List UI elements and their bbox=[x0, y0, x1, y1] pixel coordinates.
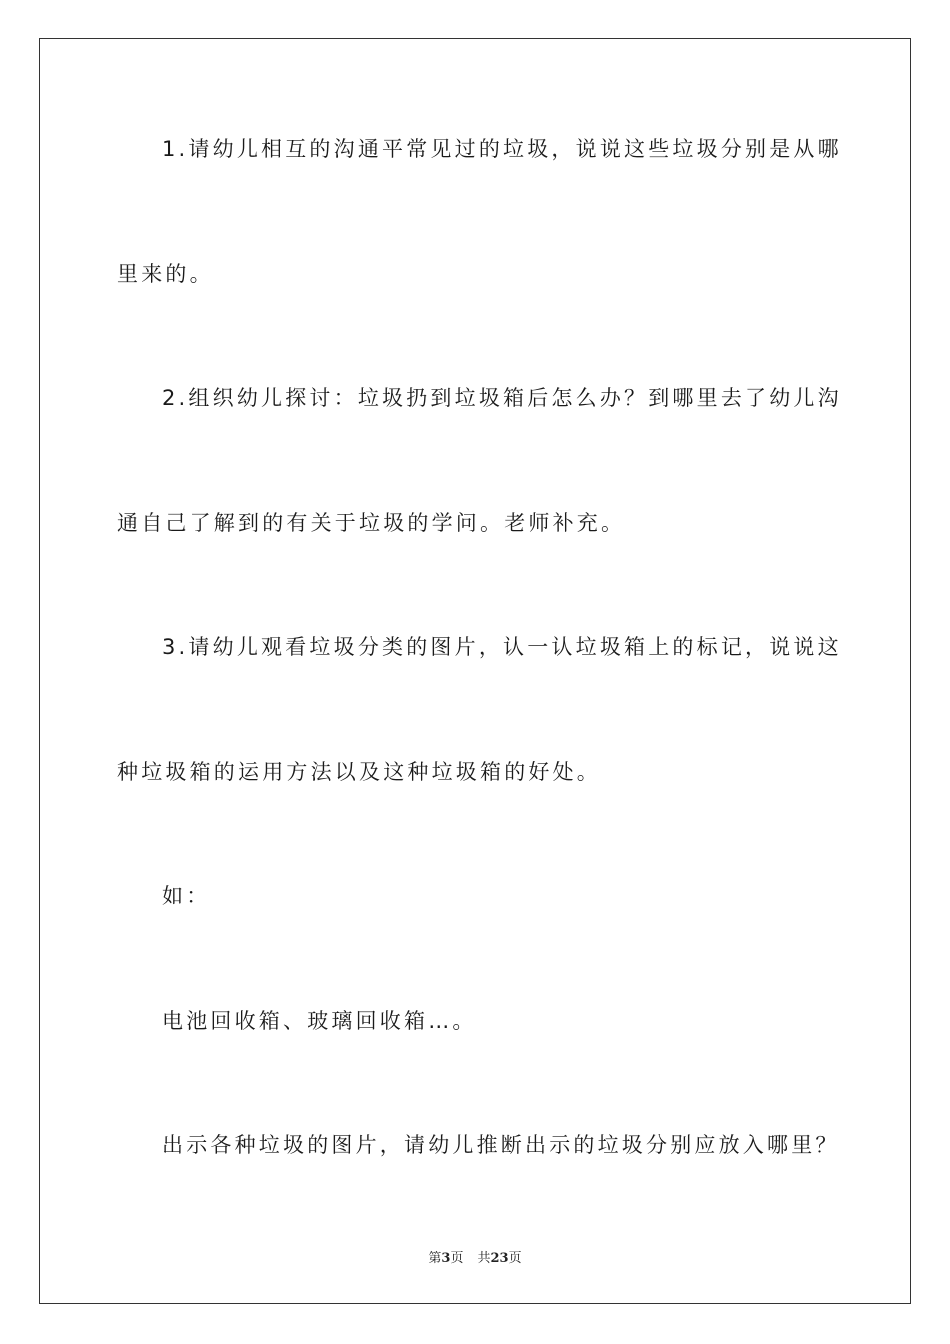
page-border bbox=[39, 38, 911, 1304]
paragraph-3-line-1: 3.请幼儿观看垃圾分类的图片，认一认垃圾箱上的标记，说说这 bbox=[162, 635, 842, 659]
paragraph-6: 出示各种垃圾的图片，请幼儿推断出示的垃圾分别应放入哪里？ bbox=[162, 1133, 840, 1157]
paragraph-1-line-2: 里来的。 bbox=[117, 262, 214, 286]
paragraph-1-line-1: 1.请幼儿相互的沟通平常见过的垃圾，说说这些垃圾分别是从哪 bbox=[162, 137, 842, 161]
page-suffix: 页 bbox=[450, 1251, 464, 1266]
total-suffix: 页 bbox=[508, 1251, 522, 1266]
paragraph-2-line-1: 2.组织幼儿探讨：垃圾扔到垃圾箱后怎么办？到哪里去了幼儿沟 bbox=[162, 386, 842, 410]
paragraph-4: 如： bbox=[162, 884, 211, 908]
page-prefix: 第 bbox=[428, 1251, 442, 1266]
paragraph-3-line-2: 种垃圾箱的运用方法以及这种垃圾箱的好处。 bbox=[117, 760, 601, 784]
page-number: 3 bbox=[441, 1251, 451, 1266]
page-footer bbox=[0, 1247, 950, 1266]
total-prefix: 共 bbox=[477, 1251, 491, 1266]
total-pages: 23 bbox=[490, 1251, 509, 1266]
paragraph-5: 电池回收箱、玻璃回收箱…。 bbox=[162, 1009, 477, 1033]
paragraph-2-line-2: 通自己了解到的有关于垃圾的学问。老师补充。 bbox=[117, 511, 626, 535]
